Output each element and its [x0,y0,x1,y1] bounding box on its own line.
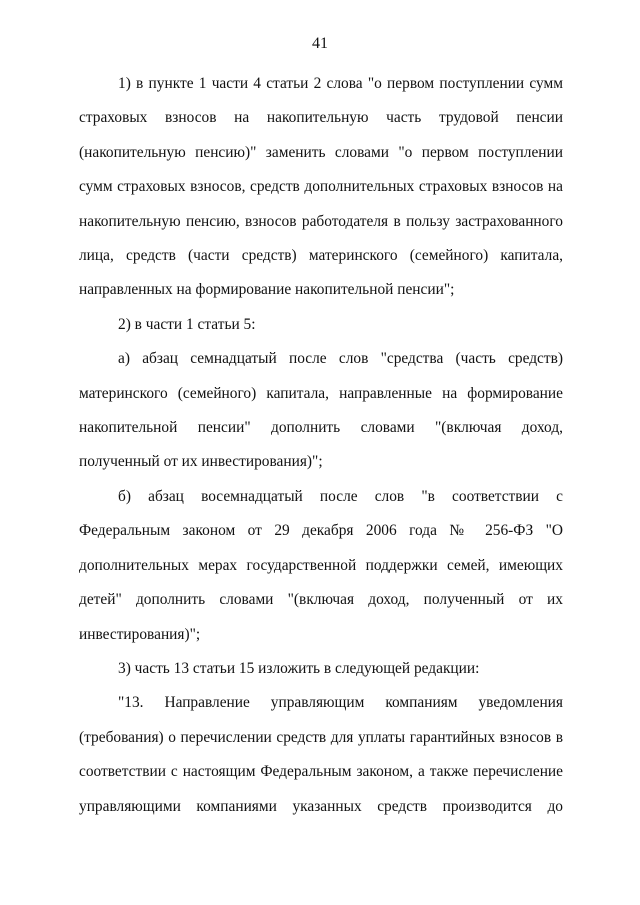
paragraph-article-13-text: "13. Направление управляющим компаниям уведомления (требования) о перечислении средств для уплаты гарантийных взносов в соответствии с настоящим Федеральным законом, а также перечисление управляющими компаниями указанных средств производится до [79,694,563,815]
paragraph-item-2a: а) абзац семнадцатый после слов "средства (часть средств) материнского (семейного) капитала, направленные на формирование накопительной пенсии" дополнить словами "(включая доход, полученный от их инвестирования)"; [79,350,563,471]
paragraph-item-1: 1) в пункте 1 части 4 статьи 2 слова "о первом поступлении сумм страховых взносов на накопительную часть трудовой пенсии (накопительную пенсию)" заменить словами "о первом поступлении сумм страховых взносов, средств дополнительных страховых взносов на накопительную пенсию, взносов работодателя в пользу застрахованного лица, средств (части средств) материнского (семейного) капитала, направленных на формирование накопительной пенсии"; [79,75,563,299]
document-body [79,67,563,824]
paragraph-item-3: 3) часть 13 статьи 15 изложить в следующей редакции: [118,659,480,677]
paragraph-item-2b: б) абзац восемнадцатый после слов "в соответствии с Федеральным законом от 29 декабря 2006 года № 256-ФЗ "О дополнительных мерах государственной поддержки семей, имеющих детей" дополнить словами "(включая доход, полученный от их инвестирования)"; [79,487,563,643]
paragraph-item-2: 2) в части 1 статьи 5: [118,315,256,333]
page-number: 41 [312,35,328,52]
